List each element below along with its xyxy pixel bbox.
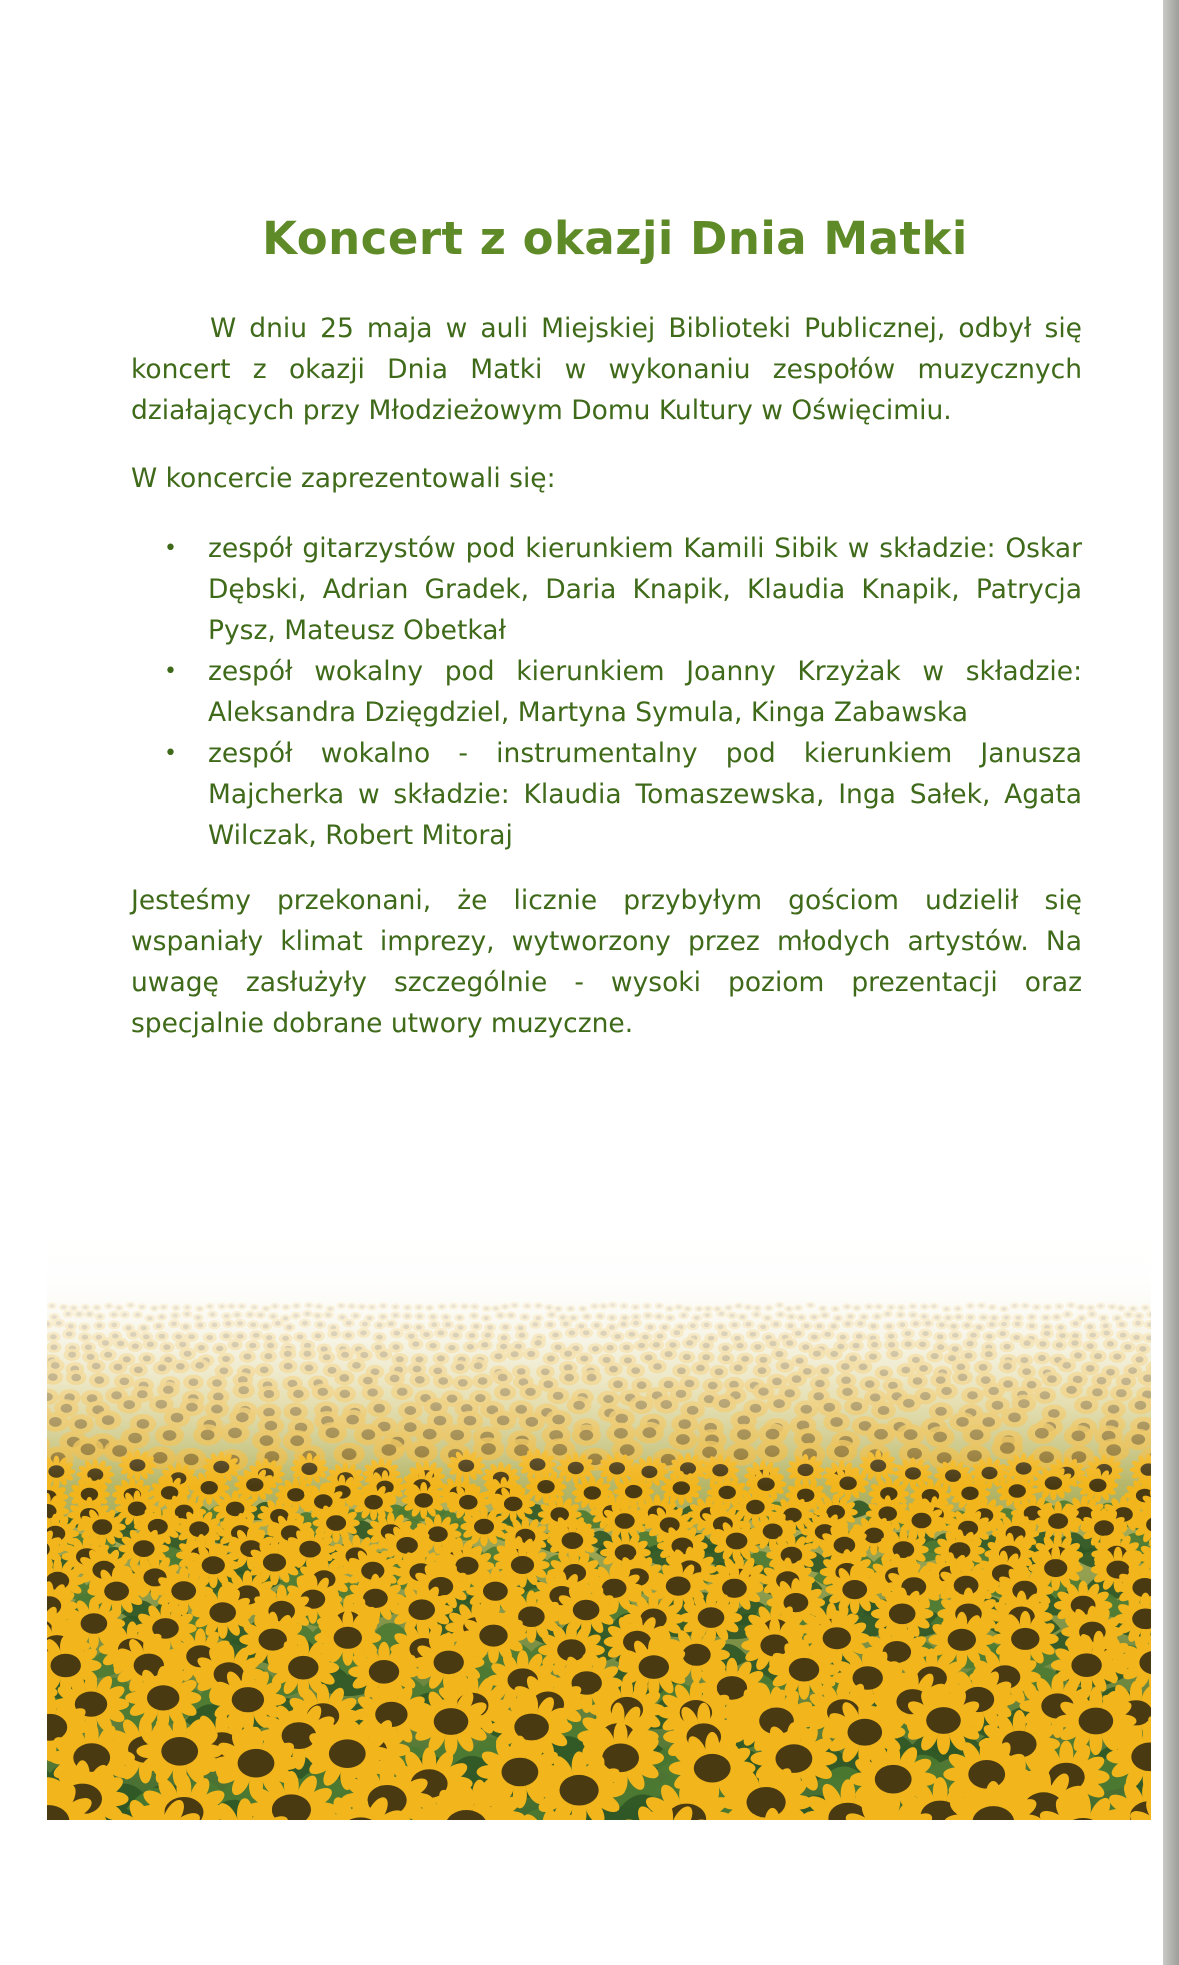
list-item xyxy=(164,733,1082,856)
article-title: Koncert z okazji Dnia Matki xyxy=(262,212,968,265)
list-item xyxy=(164,651,1082,733)
ensemble-vocal-instrumental: zespół wokalno - instrumentalny pod kierunkiem Janusza Majcherka w składzie: Klaudia Tomaszewska, Inga Sałek, Agata Wilczak, Robert Mitoraj xyxy=(208,738,1082,851)
list-item xyxy=(164,528,1082,651)
bullet-icon: • xyxy=(164,741,177,766)
bullet-icon: • xyxy=(164,659,177,684)
sunflower-field-icon xyxy=(47,1212,1151,1820)
fog-overlay xyxy=(47,1212,1151,1820)
performers-lead: W koncercie zaprezentowali się: xyxy=(131,463,556,494)
ensemble-vocal: zespół wokalny pod kierunkiem Joanny Krzyżak w składzie: Aleksandra Dzięgdziel, Martyna Symula, Kinga Zabawska xyxy=(208,656,1082,728)
ensemble-list xyxy=(164,528,1082,856)
sunflower-field-image xyxy=(47,1212,1151,1820)
bullet-icon: • xyxy=(164,536,177,561)
article-intro: W dniu 25 maja w auli Miejskiej Biblioteki Publicznej, odbył się koncert z okazji Dnia Matki w wykonaniu zespołów muzycznych działających przy Młodzieżowym Domu Kultury w Oświęcimiu. xyxy=(131,313,1082,426)
article-closing: Jesteśmy przekonani, że licznie przybyłym gościom udzielił się wspaniały klimat imprezy, wytworzony przez młodych artystów. Na uwagę zasłużyły szczególnie - wysoki poziom prezentacji oraz specjalnie dobrane utwory muzyczne. xyxy=(131,885,1082,1039)
page-edge xyxy=(1163,0,1179,1965)
ensemble-guitar: zespół gitarzystów pod kierunkiem Kamili Sibik w składzie: Oskar Dębski, Adrian Gradek, Daria Knapik, Klaudia Knapik, Patrycja Pysz, Mateusz Obetkał xyxy=(208,533,1082,646)
